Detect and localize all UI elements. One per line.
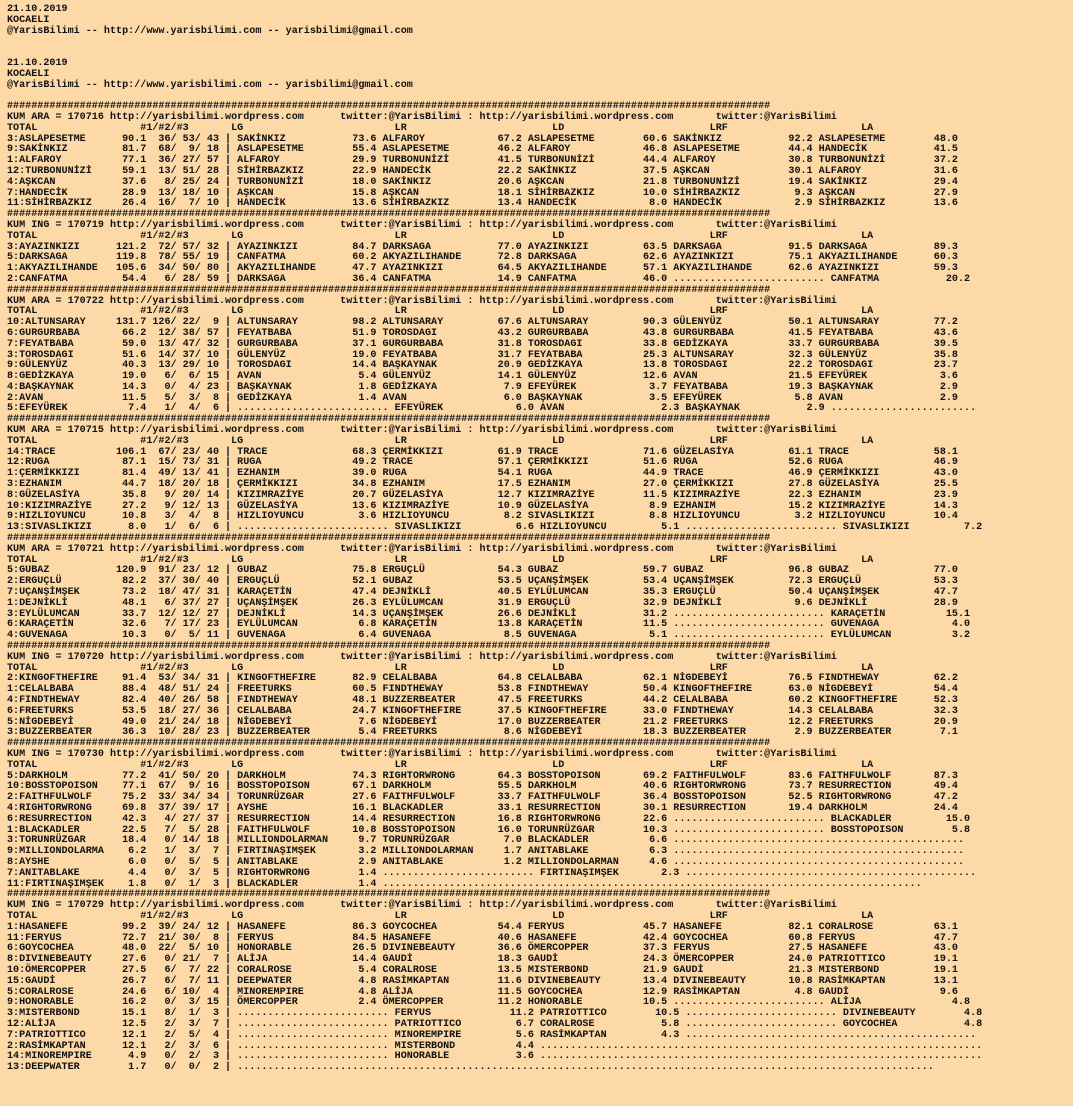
report-line: 1:HASANEFE 99.2 39/ 24/ 12 | HASANEFE 86.3 GOYCOCHEA 54.4 FERYUS 45.7 HASANEFE 82.1 CORALROSE 63.1	[7, 921, 958, 933]
report-line: 7:HANDECİK 28.9 13/ 18/ 10 | AŞKCAN 15.8 AŞKCAN 18.1 SİHİRBAZKIZ 10.0 SİHİRBAZKIZ 9.3 AŞKCAN 27.9	[7, 187, 958, 199]
separator-line: ##############################################################################################################################	[7, 414, 771, 426]
report-line: 21.10.2019	[7, 4, 68, 15]
race-header-line: KUM ARA = 170715 http://yarisbilimi.wordpress.com twitter:@YarisBilimi : http://yarisbilimi.wordpress.com twitter:@YarisBilimi	[7, 425, 837, 437]
separator-line: ##############################################################################################################################	[7, 533, 771, 545]
report-line	[7, 37, 1073, 48]
report-line: 1:ÇERMİKKIZI 81.4 49/ 13/ 41 | EZHANIM 39.0 RUGA 54.1 RUGA 44.9 TRACE 46.9 ÇERMİKKIZI 43.0	[7, 468, 958, 480]
column-header-line: TOTAL #1/#2/#3 LG LR LD LRF LA	[7, 230, 874, 242]
report-line: 1:ALFAROY 77.1 36/ 27/ 57 | ALFAROY 29.9 TURBONUNİZİ 41.5 TURBONUNİZİ 44.4 ALFAROY 30.8 TURBONUNİZİ 37.2	[7, 155, 958, 167]
report-line: 3:MISTERBOND 15.1 8/ 1/ 3 | ......................... FERYUS 11.2 PATRIOTTICO 10.5 ......................... DIVINEBEAUTY 4.8	[7, 1008, 983, 1020]
column-header-line: TOTAL #1/#2/#3 LG LR LD LRF LA	[7, 122, 874, 134]
report-line: 10:ALTUNSARAY 131.7 126/ 22/ 9 | ALTUNSARAY 98.2 ALTUNSARAY 67.6 ALTUNSARAY 90.3 GÜLENYÜZ 50.1 ALTUNSARAY 77.2	[7, 317, 958, 329]
report-line: 5:NİGDEBEYİ 49.0 21/ 24/ 18 | NİGDEBEYİ 7.6 NİGDEBEYİ 17.0 BUZZERBEATER 21.2 FREETURKS 12.2 FREETURKS 20.9	[7, 716, 958, 728]
report-line: 9:HONORABLE 16.2 0/ 3/ 15 | ÖMERCOPPER 2.4 ÖMERCOPPER 11.2 HONORABLE 10.5 ......................... ALİJA 4.8	[7, 997, 971, 1009]
report-line: 1:CELALBABA 88.4 48/ 51/ 24 | FREETURKS 60.5 FINDTHEWAY 53.8 FINDTHEWAY 50.4 KINGOFTHEFIRE 63.0 NİGDEBEYİ 54.4	[7, 684, 958, 696]
report-line: 5:CORALROSE 24.6 6/ 10/ 4 | MINOREMPIRE 4.8 ALİJA 11.5 GOYCOCHEA 12.9 RASİMKAPTAN 4.8 GAUDİ 9.6	[7, 986, 958, 998]
column-header-line: TOTAL #1/#2/#3 LG LR LD LRF LA	[7, 662, 874, 674]
report-line: KOCAELI	[7, 68, 50, 80]
column-header-line: TOTAL #1/#2/#3 LG LR LD LRF LA	[7, 435, 874, 447]
report-line: 15:GAUDİ 26.7 6/ 7/ 11 | DEEPWATER 4.8 RASİMKAPTAN 11.6 DIVINEBEAUTY 13.4 DIVINEBEAUTY 10.8 RASİMKAPTAN 13.1	[7, 975, 958, 987]
report-line: 10:KIZIMRAZİYE 27.2 9/ 12/ 13 | GÜZELASİYA 13.6 KIZIMRAZİYE 10.9 GÜZELASİYA 8.9 EZHANIM 15.2 KIZIMRAZİYE 14.3	[7, 500, 958, 512]
report-line: 3:ASLAPESETME 90.1 36/ 53/ 43 | SAKİNKIZ 73.6 ALFAROY 67.2 ASLAPESETME 60.6 SAKİNKIZ 92.2 ASLAPESETME 48.0	[7, 133, 958, 145]
report-line: 2:CANFATMA 54.4 6/ 28/ 59 | DARKSAGA 36.4 CANFATMA 14.9 CANFATMA 46.0 ......................... CANFATMA 20.2	[7, 273, 971, 285]
report-line: 7:PATRIOTTICO 12.1 2/ 5/ 4 | ......................... MINOREMPIRE 5.6 RASİMKAPTAN 4.3 ................................................	[7, 1029, 977, 1041]
report-line: 3:AYAZINKIZI 121.2 72/ 57/ 32 | AYAZINKIZI 84.7 DARKSAGA 77.0 AYAZINKIZI 63.5 DARKSAGA 91.5 DARKSAGA 89.3	[7, 241, 958, 253]
report-line: 4:FINDTHEWAY 82.4 40/ 26/ 58 | FINDTHEWAY 48.1 BUZZERBEATER 47.5 FREETURKS 44.2 CELALBABA 60.2 KINGOFTHEFIRE 52.3	[7, 695, 958, 706]
report-line: 6:GOYCOCHEA 48.0 22/ 5/ 10 | HONORABLE 26.5 DIVINEBEAUTY 36.6 ÖMERCOPPER 37.3 FERYUS 27.5 HASANEFE 43.0	[7, 943, 958, 955]
report-line: 7:ANITABLAKE 4.4 0/ 3/ 5 | RIGHTORWRONG 1.4 ......................... FIRTINAŞIMŞEK 2.3 ................................................	[7, 867, 977, 879]
report-line: 3:TORUNRÜZGAR 18.4 0/ 14/ 18 | MILLIONDOLARMAN 9.7 TORUNRÜZGAR 7.0 BLACKADLER 6.6 ................................................	[7, 835, 965, 847]
report-line: 10:BOSSTOPOISON 77.1 67/ 9/ 16 | BOSSTOPOISON 67.1 DARKHOLM 55.5 DARKHOLM 40.6 RIGHTORWRONG 73.7 RESURRECTION 49.4	[7, 781, 958, 793]
report-line: 4:GUVENAGA 10.3 0/ 5/ 11 | GUVENAGA 6.4 GUVENAGA 8.5 GUVENAGA 5.1 ......................... EYLÜLUMCAN 3.2	[7, 630, 971, 642]
column-header-line: TOTAL #1/#2/#3 LG LR LD LRF LA	[7, 306, 874, 318]
report-line: 9:HIZLIOYUNCU 10.8 3/ 4/ 8 | HIZLIOYUNCU 3.6 HIZLIOYUNCU 8.2 SIVASLIKIZI 8.8 HIZLIOYUNCU 3.2 HIZLIOYUNCU 10.4	[7, 511, 958, 523]
report-line: 9:MILLIONDOLARMA 6.2 1/ 3/ 7 | FIRTINAŞIMŞEK 3.2 MILLIONDOLARMAN 1.7 ANITABLAKE 6.3 ................................................	[7, 846, 965, 858]
race-header-line: KUM ING = 170729 http://yarisbilimi.wordpress.com twitter:@YarisBilimi : http://yarisbilimi.wordpress.com twitter:@YarisBilimi	[7, 900, 837, 912]
report-line: 1:BLACKADLER 22.5 7/ 5/ 28 | FAITHFULWOLF 10.8 BOSSTOPOISON 16.0 TORUNRÜZGAR 10.3 ......................... BOSSTOPOISON 5.8	[7, 824, 971, 836]
report-line: 8:DIVINEBEAUTY 27.6 0/ 21/ 7 | ALİJA 14.4 GAUDİ 18.3 GAUDİ 24.3 ÖMERCOPPER 24.0 PATRIOTTICO 19.1	[7, 954, 958, 966]
report-line: 4:AŞKCAN 37.6 8/ 25/ 24 | TURBONUNİZİ 18.0 SAKİNKIZ 20.6 AŞKCAN 21.8 TURBONUNİZİ 19.4 SAKİNKIZ 29.4	[7, 176, 958, 188]
report-line: 4:BAŞKAYNAK 14.3 0/ 4/ 23 | BAŞKAYNAK 1.8 GEDİZKAYA 7.9 EFEYÜREK 3.7 FEYATBABA 19.3 BAŞKAYNAK 2.9	[7, 381, 958, 393]
report-line: 12:TURBONUNİZİ 59.1 13/ 51/ 28 | SİHİRBAZKIZ 22.9 HANDECİK 22.2 SAKİNKIZ 37.5 AŞKCAN 30.1 ALFAROY 31.6	[7, 165, 958, 177]
report-line: 8:GÜZELASİYA 35.8 9/ 20/ 14 | KIZIMRAZİYE 20.7 GÜZELASİYA 12.7 KIZIMRAZİYE 11.5 KIZIMRAZİYE 22.3 EZHANIM 23.9	[7, 489, 958, 501]
report-line: 1:DEJNİKLİ 48.1 6/ 37/ 27 | UÇANŞİMŞEK 26.3 EYLÜLUMCAN 31.9 ERGUÇLÜ 32.9 DEJNİKLİ 9.6 DEJNİKLİ 28.9	[7, 597, 958, 609]
report-line: @YarisBilimi -- http://www.yarisbilimi.com -- yarisbilimi@gmail.com	[7, 25, 413, 37]
report-line: 3:BUZZERBEATER 36.3 10/ 28/ 23 | BUZZERBEATER 5.4 FREETURKS 8.6 NİGDEBEYİ 18.3 BUZZERBEATER 2.9 BUZZERBEATER 7.1	[7, 727, 958, 739]
report-line: 3:TOROSDAGI 51.6 14/ 37/ 10 | GÜLENYÜZ 19.0 FEYATBABA 31.7 FEYATBABA 25.3 ALTUNSARAY 32.3 GÜLENYÜZ 35.8	[7, 349, 958, 361]
report-line: 10:ÖMERCOPPER 27.5 6/ 7/ 22 | CORALROSE 5.4 CORALROSE 13.5 MISTERBOND 21.9 GAUDİ 21.3 MISTERBOND 19.1	[7, 964, 958, 976]
report-line: 8:GEDİZKAYA 19.0 6/ 6/ 15 | AVAN 5.4 GÜLENYÜZ 14.1 GÜLENYÜZ 12.6 AVAN 21.5 EFEYÜREK 3.6	[7, 371, 958, 383]
report-line: 2:ERGUÇLÜ 82.2 37/ 30/ 40 | ERGUÇLÜ 52.1 GUBAZ 53.5 UÇANŞİMŞEK 53.4 UÇANŞİMŞEK 72.3 ERGUÇLÜ 53.3	[7, 576, 958, 588]
report-line: KOCAELI	[7, 14, 50, 26]
report-line: 6:RESURRECTION 42.3 4/ 27/ 37 | RESURRECTION 14.4 RESURRECTION 16.8 RIGHTORWRONG 22.6 ......................... BLACKADLER 15.0	[7, 813, 971, 825]
separator-line: ##############################################################################################################################	[7, 641, 771, 653]
report-line: 2:AVAN 11.5 5/ 3/ 8 | GEDİZKAYA 1.4 AVAN 6.0 BAŞKAYNAK 3.5 EFEYÜREK 5.8 AVAN 2.9	[7, 392, 958, 404]
report-line: 13:DEEPWATER 1.7 0/ 0/ 2 | ...................................................................................................................	[7, 1062, 934, 1074]
race-header-line: KUM ING = 170720 http://yarisbilimi.wordpress.com twitter:@YarisBilimi : http://yarisbilimi.wordpress.com twitter:@YarisBilimi	[7, 651, 837, 663]
report-line: 5:DARKSAGA 119.8 78/ 55/ 19 | CANFATMA 60.2 AKYAZILIHANDE 72.8 DARKSAGA 62.6 AYAZINKIZI 75.1 AKYAZILIHANDE 60.3	[7, 252, 958, 264]
race-header-line: KUM ARA = 170722 http://yarisbilimi.wordpress.com twitter:@YarisBilimi : http://yarisbilimi.wordpress.com twitter:@YarisBilimi	[7, 295, 837, 307]
report-line: 5:EFEYÜREK 7.4 1/ 4/ 6 | ......................... EFEYÜREK 6.0 AVAN 2.3 BAŞKAYNAK 2.9 ........................	[7, 403, 977, 415]
report-line: 2:KINGOFTHEFIRE 91.4 53/ 34/ 31 | KINGOFTHEFIRE 82.9 CELALBABA 64.8 CELALBABA 62.1 NİGDEBEYİ 76.5 FINDTHEWAY 62.2	[7, 673, 958, 685]
separator-line: ##############################################################################################################################	[7, 889, 771, 901]
report-line: 4:RIGHTORWRONG 69.8 37/ 39/ 17 | AYSHE 16.1 BLACKADLER 33.1 RESURRECTION 30.1 RESURRECTION 19.4 DARKHOLM 24.4	[7, 802, 958, 814]
report-line: 2:RASİMKAPTAN 12.1 2/ 3/ 6 | ......................... MISTERBOND 4.4 .........................................................................	[7, 1040, 983, 1052]
report-line: 7:FEYATBABA 59.0 13/ 47/ 32 | GURGURBABA 37.1 GURGURBABA 31.8 TOROSDAGI 33.8 GEDİZKAYA 33.7 GURGURBABA 39.5	[7, 338, 958, 350]
report-line: 11:SİHİRBAZKIZ 26.4 16/ 7/ 10 | HANDECİK 13.6 SİHİRBAZKIZ 13.4 HANDECİK 8.0 HANDECİK 2.9 SİHİRBAZKIZ 13.6	[7, 198, 958, 210]
report-line: 5:GUBAZ 120.9 91/ 23/ 12 | GUBAZ 75.8 ERGUÇLÜ 54.3 GUBAZ 59.7 GUBAZ 96.8 GUBAZ 77.0	[7, 565, 958, 577]
report-line: 9:SAKİNKIZ 81.7 68/ 9/ 18 | ASLAPESETME 55.4 ASLAPESETME 46.2 ALFAROY 46.8 ASLAPESETME 44.4 HANDECİK 41.5	[7, 144, 958, 156]
separator-line: ##############################################################################################################################	[7, 101, 771, 113]
race-header-line: KUM ING = 170730 http://yarisbilimi.wordpress.com twitter:@YarisBilimi : http://yarisbilimi.wordpress.com twitter:@YarisBilimi	[7, 748, 837, 760]
race-header-line: KUM ARA = 170721 http://yarisbilimi.wordpress.com twitter:@YarisBilimi : http://yarisbilimi.wordpress.com twitter:@YarisBilimi	[7, 543, 837, 555]
report-line: 11:FERYUS 72.7 21/ 30/ 8 | FERYUS 84.5 HASANEFE 40.6 HASANEFE 42.4 GOYCOCHEA 60.8 FERYUS 47.7	[7, 932, 958, 944]
report-line: 6:FREETURKS 53.5 18/ 27/ 36 | CELALBABA 24.7 KINGOFTHEFIRE 37.5 KINGOFTHEFIRE 33.0 FINDTHEWAY 14.3 CELALBABA 32.3	[7, 705, 958, 717]
separator-line: ##############################################################################################################################	[7, 738, 771, 750]
report-line: 7:UÇANŞİMŞEK 73.2 18/ 47/ 31 | KARAÇETİN 47.4 DEJNİKLİ 40.5 EYLÜLUMCAN 35.3 ERGUÇLÜ 50.4 UÇANŞİMŞEK 47.7	[7, 587, 958, 599]
column-header-line: TOTAL #1/#2/#3 LG LR LD LRF LA	[7, 910, 874, 922]
report-line: 14:TRACE 106.1 67/ 23/ 40 | TRACE 68.3 ÇERMİKKIZI 61.9 TRACE 71.6 GÜZELASİYA 61.1 TRACE 58.1	[7, 446, 958, 458]
report-line: 21.10.2019	[7, 57, 68, 69]
report-line: @YarisBilimi -- http://www.yarisbilimi.com -- yarisbilimi@gmail.com	[7, 79, 413, 91]
report-line	[7, 48, 1073, 59]
report-line: 12:RUGA 87.1 15/ 73/ 31 | RUGA 49.2 TRACE 57.1 ÇERMİKKIZI 51.6 RUGA 52.6 RUGA 46.9	[7, 457, 958, 469]
report-line: 12:ALİJA 12.5 2/ 3/ 7 | ......................... PATRIOTTICO 6.7 CORALROSE 5.8 ......................... GOYCOCHEA 4.8	[7, 1018, 983, 1030]
race-header-line: KUM ING = 170719 http://yarisbilimi.wordpress.com twitter:@YarisBilimi : http://yarisbilimi.wordpress.com twitter:@YarisBilimi	[7, 219, 837, 231]
race-header-line: KUM ARA = 170716 http://yarisbilimi.wordpress.com twitter:@YarisBilimi : http://yarisbilimi.wordpress.com twitter:@YarisBilimi	[7, 111, 837, 123]
report-line: 1:AKYAZILIHANDE 105.6 34/ 50/ 80 | AKYAZILIHANDE 47.7 AYAZINKIZI 64.5 AKYAZILIHANDE 57.1 AKYAZILIHANDE 62.6 AYAZINKIZI 59.3	[7, 263, 958, 275]
report-line: 5:DARKHOLM 77.2 41/ 50/ 20 | DARKHOLM 74.3 RIGHTORWRONG 64.3 BOSSTOPOISON 69.2 FAITHFULWOLF 83.6 FAITHFULWOLF 87.3	[7, 770, 958, 782]
report-line: 8:AYSHE 6.0 0/ 5/ 5 | ANITABLAKE 2.9 ANITABLAKE 1.2 MILLIONDOLARMAN 4.6 ................................................	[7, 856, 965, 868]
report-line: 3:EYLÜLUMCAN 33.7 12/ 12/ 27 | DEJNİKLİ 14.3 UÇANŞİMŞEK 26.6 DEJNİKLİ 31.2 ......................... KARAÇETİN 15.1	[7, 608, 971, 620]
report-line: 6:GURGURBABA 66.2 12/ 38/ 57 | FEYATBABA 51.9 TOROSDAGI 43.2 GURGURBABA 43.8 GURGURBABA 41.5 FEYATBABA 43.6	[7, 327, 958, 339]
separator-line: ##############################################################################################################################	[7, 209, 771, 221]
separator-line: ##############################################################################################################################	[7, 284, 771, 296]
column-header-line: TOTAL #1/#2/#3 LG LR LD LRF LA	[7, 554, 874, 566]
report-line: 3:EZHANIM 44.7 18/ 20/ 18 | ÇERMİKKIZI 34.8 EZHANIM 17.5 EZHANIM 27.0 ÇERMİKKIZI 27.8 GÜZELASİYA 25.5	[7, 479, 958, 491]
report-line: 11:FIRTINAŞIMŞEK 1.8 0/ 1/ 3 | BLACKADLER 1.4 .........................................................................................	[7, 878, 922, 890]
report-line: 2:FAITHFULWOLF 75.2 33/ 34/ 34 | TORUNRÜZGAR 27.6 FAITHFULWOLF 33.7 FAITHFULWOLF 36.4 BOSSTOPOISON 52.5 RIGHTORWRONG 47.2	[7, 792, 958, 804]
report-line: 14:MINOREMPIRE 4.9 0/ 2/ 3 | ......................... HONORABLE 3.6 .........................................................................	[7, 1051, 983, 1063]
report-line: 9:GÜLENYÜZ 40.3 13/ 29/ 10 | TOROSDAGI 14.4 BAŞKAYNAK 20.9 GEDİZKAYA 13.8 TOROSDAGI 22.2 TOROSDAGI 23.7	[7, 360, 958, 372]
report-line: 13:SIVASLIKIZI 8.0 1/ 6/ 6 | ......................... SIVASLIKIZI 6.6 HIZLIOYUNCU 5.1 ......................... SIVASLIKIZI 7.2	[7, 522, 983, 534]
report-line: 6:KARAÇETİN 32.6 7/ 17/ 23 | EYLÜLUMCAN 6.8 KARAÇETİN 13.8 KARAÇETİN 11.5 ......................... GUVENAGA 4.0	[7, 619, 971, 631]
column-header-line: TOTAL #1/#2/#3 LG LR LD LRF LA	[7, 759, 874, 771]
